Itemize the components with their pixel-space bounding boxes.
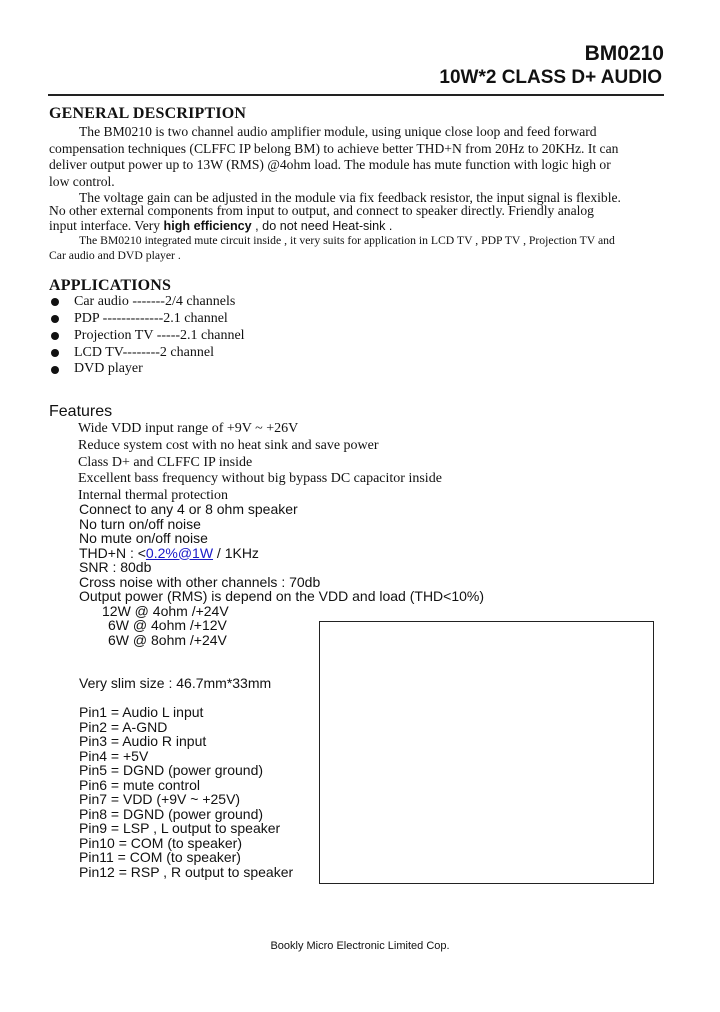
pin-row: Pin7 = VDD (+9V ~ +25V) bbox=[79, 791, 241, 807]
application-item: LCD TV--------2 channel bbox=[74, 345, 214, 360]
thd-link[interactable]: 0.2%@1W bbox=[145, 544, 214, 561]
feature-item: No turn on/off noise bbox=[79, 515, 201, 532]
model-title: BM0210 bbox=[584, 42, 664, 65]
header-rule bbox=[48, 94, 664, 96]
application-item: DVD player bbox=[74, 361, 143, 376]
pin-row: Pin12 = RSP , R output to speaker bbox=[79, 863, 294, 880]
bullet-icon bbox=[51, 298, 59, 306]
size-line: Very slim size : 46.7mm*33mm bbox=[79, 675, 272, 691]
pin-row: Pin4 = +5V bbox=[79, 747, 149, 764]
feature-item: Connect to any 4 or 8 ohm speaker bbox=[79, 501, 298, 517]
general-p2-line2: No other external components from input to output, and connect to speaker directly. Friendly analog bbox=[49, 203, 594, 218]
power-row: 12W @ 4ohm /+24V bbox=[102, 602, 229, 619]
snr-line: SNR : 80db bbox=[79, 559, 152, 575]
bullet-icon bbox=[51, 332, 59, 340]
application-item: PDP -------------2.1 channel bbox=[74, 311, 228, 326]
feature-item: Internal thermal protection bbox=[78, 487, 229, 503]
pin-row: Pin3 = Audio R input bbox=[79, 733, 207, 749]
feature-item: No mute on/off noise bbox=[79, 530, 208, 546]
thd-line bbox=[79, 546, 259, 561]
general-p2-line3-post: , do not need Heat-sink . bbox=[251, 219, 393, 233]
general-p1-line4: low control. bbox=[49, 173, 115, 189]
high-efficiency-text: high efficiency bbox=[163, 219, 252, 233]
thd-suffix: / 1KHz bbox=[213, 544, 259, 561]
application-item: Projection TV -----2.1 channel bbox=[74, 328, 245, 343]
general-p2-line1: The voltage gain can be adjusted in the module via fix feedback resistor, the input signal is flexible. bbox=[79, 190, 621, 206]
feature-item: Reduce system cost with no heat sink and save power bbox=[78, 438, 379, 453]
feature-item: Excellent bass frequency without big bypass DC capacitor inside bbox=[78, 471, 442, 486]
module-image-frame bbox=[319, 621, 654, 884]
cross-noise-line: Cross noise with other channels : 70db bbox=[79, 573, 321, 590]
general-p2-line3-pre: input interface. Very bbox=[49, 218, 164, 233]
features-heading: Features bbox=[49, 403, 113, 420]
product-subtitle: 10W*2 CLASS D+ AUDIO bbox=[439, 67, 662, 88]
applications-heading: APPLICATIONS bbox=[49, 277, 172, 294]
application-item: Car audio -------2/4 channels bbox=[74, 294, 236, 309]
thd-label: THD+N : < bbox=[79, 544, 146, 561]
pin-row: Pin10 = COM (to speaker) bbox=[79, 834, 243, 851]
bullet-icon bbox=[51, 315, 59, 323]
output-power-line: Output power (RMS) is depend on the VDD and load (THD<10%) bbox=[79, 588, 485, 604]
general-p1-line1: The BM0210 is two channel audio amplifier module, using unique close loop and feed forward bbox=[79, 124, 597, 139]
feature-item: Wide VDD input range of +9V ~ +26V bbox=[78, 421, 299, 436]
pin-row: Pin11 = COM (to speaker) bbox=[79, 849, 241, 865]
bullet-icon bbox=[51, 366, 59, 374]
general-p1-line3: deliver output power up to 13W (RMS) @4ohm load. The module has mute function with logic high or bbox=[49, 157, 611, 173]
pin-row: Pin1 = Audio L input bbox=[79, 704, 204, 720]
pin-row: Pin5 = DGND (power ground) bbox=[79, 762, 264, 778]
pin-row: Pin6 = mute control bbox=[79, 776, 201, 793]
general-p3-line1: The BM0210 integrated mute circuit inside , it very suits for application in LCD TV , PDP TV , Projection TV and bbox=[79, 234, 615, 247]
general-p1-line2: compensation techniques (CLFFC IP belong BM) to achieve better THD+N from 20Hz to 20KHz. It can bbox=[49, 140, 619, 156]
power-row: 6W @ 4ohm /+12V bbox=[108, 617, 227, 633]
pin-row: Pin2 = A-GND bbox=[79, 718, 168, 735]
general-description-heading: GENERAL DESCRIPTION bbox=[49, 105, 247, 122]
bullet-icon bbox=[51, 349, 59, 357]
footer-company: Bookly Micro Electronic Limited Cop. bbox=[270, 940, 450, 952]
feature-item: Class D+ and CLFFC IP inside bbox=[78, 454, 253, 470]
pin-row: Pin9 = LSP , L output to speaker bbox=[79, 820, 281, 836]
pin-row: Pin8 = DGND (power ground) bbox=[79, 805, 264, 822]
general-p3-line2: Car audio and DVD player . bbox=[49, 249, 181, 262]
power-row: 6W @ 8ohm /+24V bbox=[108, 631, 227, 648]
